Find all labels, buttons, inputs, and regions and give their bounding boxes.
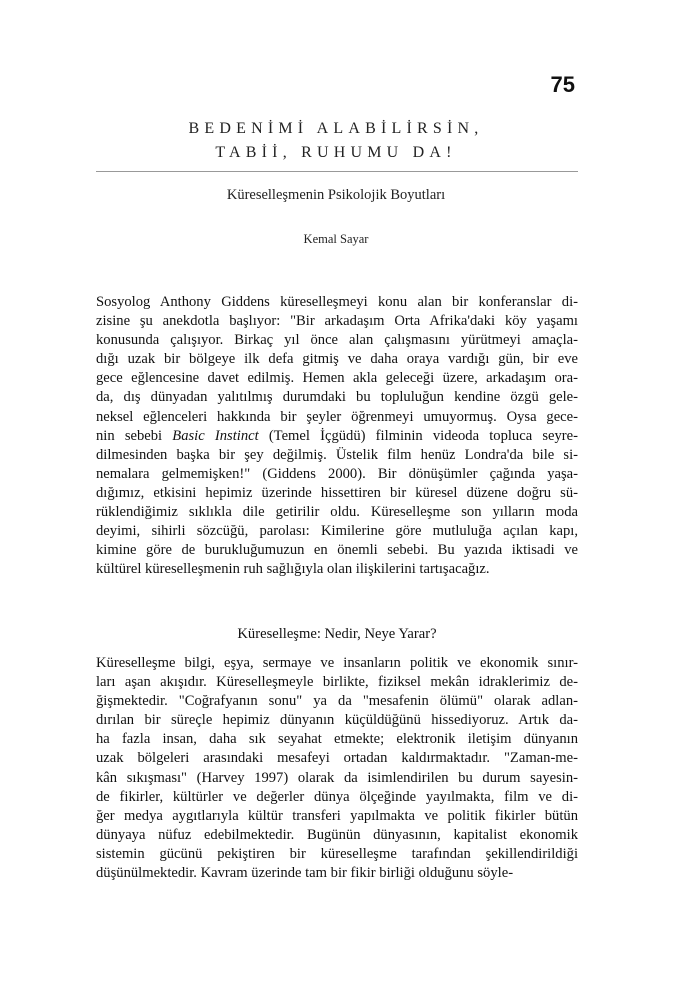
text-line: konusunda çalışıyor. Birkaç yıl önce alan çalışmasını yürütmeyi amaçla- [96, 332, 578, 349]
text-line: uzak bölgeleri arasındaki mesafeyi ortadan kaldırmaktadır. "Zaman-me- [96, 750, 578, 767]
text-segment: nin sebebi [96, 427, 173, 444]
text-line: de fikirler, kültürler ve değerler dünya ölçeğinde yayılmakta, film ve di- [96, 788, 578, 805]
text-line: ları aşan akışıdır. Küreselleşmeyle birlikte, fiziksel mekân idraklerimiz de- [96, 674, 578, 691]
text-line: kültürel küreselleşmenin ruh sağlığıyla olan ilişkilerini tartışacağız. [96, 561, 490, 578]
text-line: ğer medya aygıtlarıyla kültür transferi yapılmakta ve politik fikirler bütün [96, 807, 578, 824]
chapter-title [96, 117, 576, 165]
intro-paragraph [96, 293, 578, 579]
text-line: Küreselleşme bilgi, eşya, sermaye ve insanların politik ve ekonomik sınır- [96, 655, 578, 671]
text-line: deyimi, sihirli sözcüğü, parolası: Kimilerine göre mutluluğa açılan kapı, [96, 523, 578, 540]
text-line: sistemin gücünü pekiştiren bir küreselleşme tarafından şekillendirildiği [96, 845, 578, 862]
text-line: dırılan bir süreçle hepimiz dünyanın küçüldüğünü hissediyoruz. Artık da- [96, 712, 578, 729]
text-line: düşünülmektedir. Kavram üzerinde tam bir fikir birliği olduğunu söyle- [96, 865, 514, 882]
text-line: kimine göre de burukluğumuzun en önemli sebebi. Bu yazıda iktisadi ve [96, 542, 578, 559]
title-divider [96, 171, 578, 172]
text-line: kân sıkışması" (Harvey 1997) olarak da isimlendirilen bu durum sayesin- [96, 769, 578, 786]
text-line: ha fazla insan, daha sık seyahat etmekte; elektronik iletişim dünyanın [96, 731, 578, 748]
text-line: dünyaya nüfuz edebilmektedir. Bugünün dünyasının, kapitalist ekonomik [96, 826, 578, 843]
page-number: 75 [550, 72, 575, 97]
text-line: da, dış dünyadan yalıtılmış durumdaki bu topluluğun kendine özgü gele- [96, 389, 578, 406]
text-line: dilmesinden başka bir şey değilmiş. Üstelik film henüz Londra'da bile si- [96, 446, 578, 463]
author-name: Kemal Sayar [303, 232, 369, 246]
text-segment: (Temel İçgüdü) filminin videoda topluca seyre- [258, 427, 578, 444]
chapter-title-line-2: TABİİ, RUHUMU DA! [215, 144, 457, 161]
text-line: rüklendiğimiz sıklıkla dile getirilir oldu. Küreselleşme son yılların moda [96, 504, 578, 521]
text-line: Sosyolog Anthony Giddens küreselleşmeyi konu alan bir konferanslar di- [96, 294, 578, 310]
chapter-subtitle: Küreselleşmenin Psikolojik Boyutları [226, 187, 446, 203]
text-line: dığımız, etkisini hepimiz üzerinde hissettiren bir küresel düzene doğru sü- [96, 484, 578, 501]
text-line: ğişmektedir. "Coğrafyanın sonu" ya da "mesafenin ölümü" olarak adlan- [96, 693, 578, 710]
text-line: gece eğlencesine davet edilmiş. Hemen akla geleceği üzere, arkadaşım ora- [96, 370, 578, 387]
film-title: Basic Instinct [172, 427, 259, 444]
text-line: neksel eğlenceleri hakkında bir şeyler öğrenmeyi umuyormuş. Oysa gece- [96, 408, 578, 425]
text-line [96, 427, 578, 446]
chapter-title-line-1: BEDENİMİ ALABİLİRSİN, [188, 120, 484, 137]
text-line: zisine şu anekdotla başlıyor: "Bir arkadaşım Orta Afrika'daki köy yaşamı [96, 313, 578, 330]
text-line: nemalara gelmemişken!" (Giddens 2000). Bir dönüşümler çağında yaşa- [96, 465, 578, 482]
section-heading: Küreselleşme: Nedir, Neye Yarar? [237, 626, 437, 642]
text-line: dığı uzak bir bölgeye ilk defa gitmiş ve daha oraya vardığı gün, bir eve [96, 351, 578, 368]
section-paragraph [96, 654, 578, 883]
